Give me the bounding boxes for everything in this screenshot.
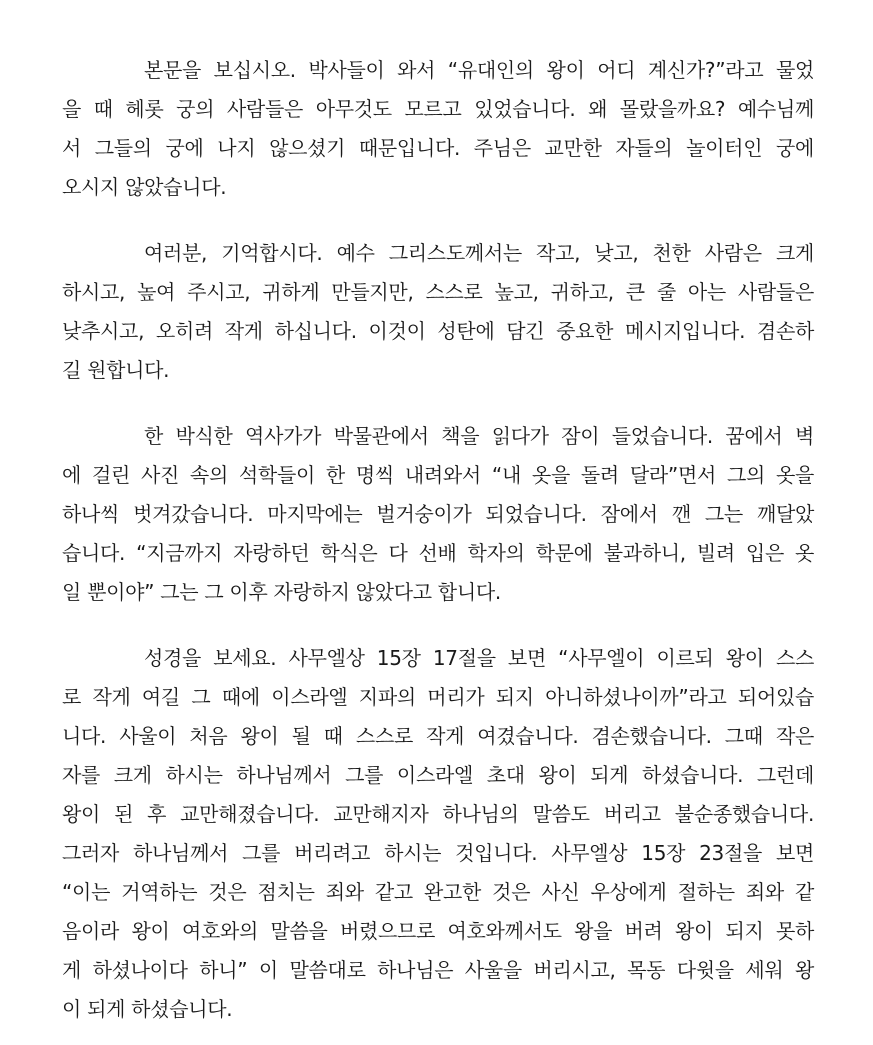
paragraph-1: [62, 51, 814, 207]
text-line: 자를 크게 하시는 하나님께서 그를 이스라엘 초대 왕이 되게 하셨습니다. 그런데: [62, 763, 814, 787]
text-line: 을 때 헤롯 궁의 사람들은 아무것도 모르고 있었습니다. 왜 몰랐을까요? 예수님께: [62, 97, 814, 121]
text-line: 오시지 않았습니다.: [62, 175, 227, 199]
paragraph-3: [62, 417, 814, 612]
text-line: 그러자 하나님께서 그를 버리려고 하시는 것입니다. 사무엘상 15장 23절을 보면: [62, 841, 814, 865]
text-line: 에 걸린 사진 속의 석학들이 한 명씩 내려와서 “내 옷을 돌려 달라”면서 그의 옷을: [62, 463, 814, 487]
text-line: 하시고, 높여 주시고, 귀하게 만들지만, 스스로 높고, 귀하고, 큰 줄 아는 사람들은: [62, 280, 814, 304]
text-line: 하나씩 벗겨갔습니다. 마지막에는 벌거숭이가 되었습니다. 잠에서 깬 그는 깨달았: [62, 502, 814, 526]
text-line: 로 작게 여길 그 때에 이스라엘 지파의 머리가 되지 아니하셨나이까”라고 되어있습: [62, 685, 814, 709]
text-line: 음이라 왕이 여호와의 말씀을 버렸으므로 여호와께서도 왕을 버려 왕이 되지 못하: [62, 919, 814, 943]
text-line: 습니다. “지금까지 자랑하던 학식은 다 선배 학자의 학문에 불과하니, 빌려 입은 옷: [62, 541, 814, 565]
text-line: 니다. 사울이 처음 왕이 될 때 스스로 작게 여겼습니다. 겸손했습니다. 그때 작은: [62, 724, 814, 748]
text-line: 왕이 된 후 교만해졌습니다. 교만해지자 하나님의 말씀도 버리고 불순종했습니다.: [62, 802, 814, 826]
text-line: 길 원합니다.: [62, 358, 170, 382]
text-line: 일 뿐이야” 그는 그 이후 자랑하지 않았다고 합니다.: [62, 580, 501, 604]
text-line: 성경을 보세요. 사무엘상 15장 17절을 보면 “사무엘이 이르되 왕이 스스: [144, 646, 814, 670]
text-line: 이 되게 하셨습니다.: [62, 997, 233, 1021]
paragraph-4: [62, 639, 814, 1029]
text-line: 서 그들의 궁에 나지 않으셨기 때문입니다. 주님은 교만한 자들의 놀이터인 궁에: [62, 136, 814, 160]
text-line: 낮추시고, 오히려 작게 하십니다. 이것이 성탄에 담긴 중요한 메시지입니다. 겸손하: [62, 319, 814, 343]
text-line: 게 하셨나이다 하니” 이 말씀대로 하나님은 사울을 버리시고, 목동 다윗을 세워 왕: [62, 958, 814, 982]
text-line: “이는 거역하는 것은 점치는 죄와 같고 완고한 것은 사신 우상에게 절하는 죄와 같: [62, 880, 814, 904]
text-line: 여러분, 기억합시다. 예수 그리스도께서는 작고, 낮고, 천한 사람은 크게: [144, 241, 814, 265]
text-line: 한 박식한 역사가가 박물관에서 책을 읽다가 잠이 들었습니다. 꿈에서 벽: [144, 424, 814, 448]
text-line: 본문을 보십시오. 박사들이 와서 “유대인의 왕이 어디 계신가?”라고 물었: [144, 58, 814, 82]
paragraph-2: [62, 234, 814, 390]
